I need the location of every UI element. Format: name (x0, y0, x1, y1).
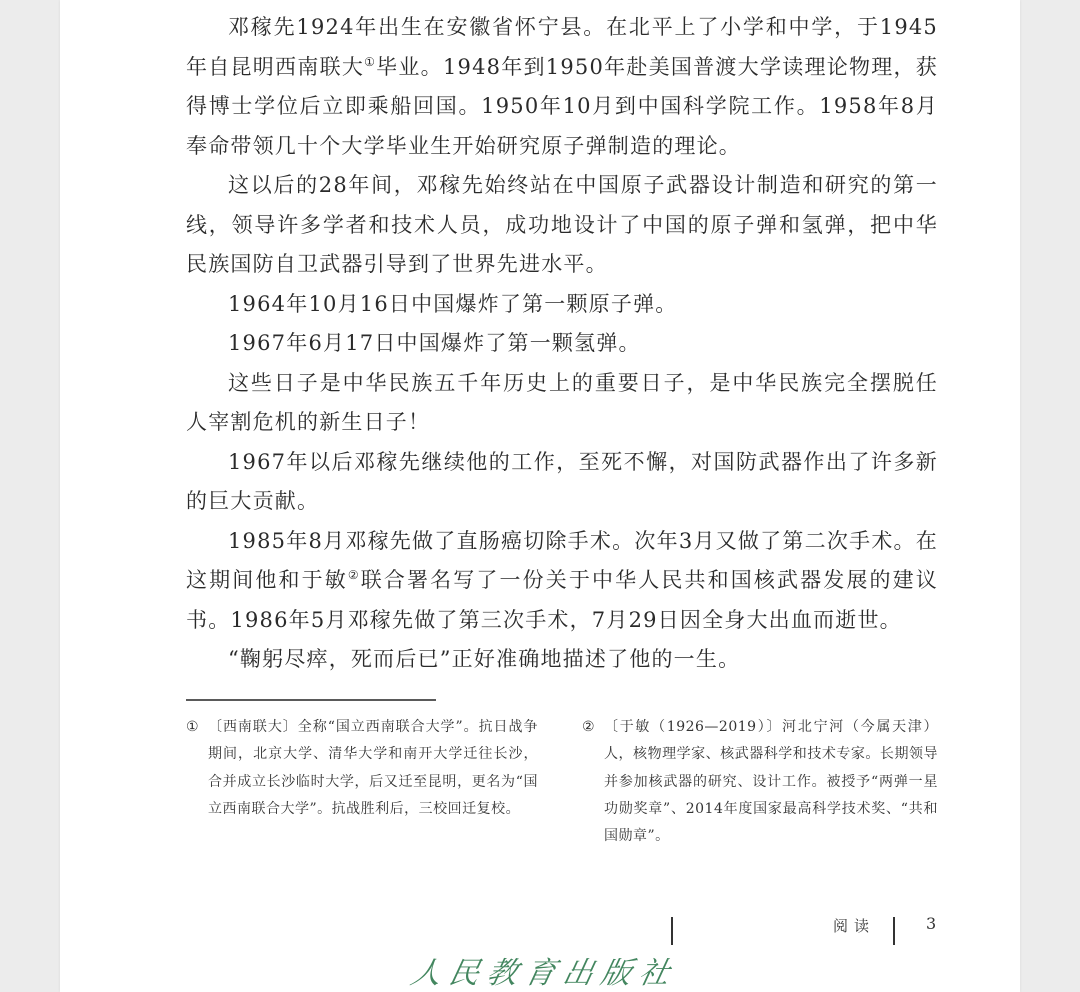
footnote-2 (582, 714, 938, 850)
paragraph: 1964年10月16日中国爆炸了第一颗原子弹。 (228, 291, 678, 316)
footnote-1 (186, 714, 538, 823)
footer-separator (893, 917, 895, 945)
paragraph: 这些日子是中华民族五千年历史上的重要日子，是中华民族完全摆脱任人宰割危机的新生日子！ (186, 370, 938, 434)
footnote-number: ② (582, 719, 596, 735)
paragraph: 1967年以后邓稼先继续他的工作，至死不懈，对国防武器作出了许多新的巨大贡献。 (186, 449, 938, 513)
paragraph (186, 8, 938, 166)
footnote-text: 〔西南联大〕全称“国立西南联合大学”。抗日战争期间，北京大学、清华大学和南开大学迁往长沙，合并成立长沙临时大学，后又迁至昆明，更名为“国立西南联合大学”。抗战胜利后，三校回迁复校。 (208, 719, 538, 817)
footer-separator (671, 917, 673, 945)
paragraph: 这以后的28年间，邓稼先始终站在中国原子武器设计制造和研究的第一线，领导许多学者和技术人员，成功地设计了中国的原子弹和氢弹，把中华民族国防自卫武器引导到了世界先进水平。 (186, 173, 938, 276)
paragraph-text: 1985年8月邓稼先做了直肠癌切除手术。次年3月又做了第二次手术。在这期间他和于敏 (186, 528, 938, 592)
footer-section-name: 阅读 (833, 917, 876, 935)
paragraph: 1967年6月17日中国爆炸了第一颗氢弹。 (228, 331, 641, 355)
paragraph-text: 毕业。1948年到1950年赴美国普渡大学读理论物理，获得博士学位后立即乘船回国。1950年10月到中国科学院工作。1958年8月奉命带领几十个大学毕业生开始研究原子弹制造的理论。 (186, 54, 938, 158)
paragraph (186, 522, 938, 641)
paragraph: “鞠躬尽瘁，死而后已”正好准确地描述了他的一生。 (228, 647, 741, 671)
footnote-text: 〔于敏（1926—2019）〕河北宁河（今属天津）人，核物理学家、核武器科学和技术专家。长期领导并参加核武器的研究、设计工作。被授予“两弹一星功勋奖章”、2014年度国家最高科学技术奖、“共和国勋章”。 (604, 719, 938, 845)
footnote-marker-2[interactable]: ② (347, 568, 361, 582)
footnote-marker-1[interactable]: ① (364, 54, 377, 69)
paragraph-text: 联合署名写了一份关于中华人民共和国核武器发展的建议书。1986年5月邓稼先做了第三次手术，7月29日因全身大出血而逝世。 (186, 568, 938, 632)
paragraph-text: 邓稼先1924年出生在安徽省怀宁县。在北平上了小学和中学，于1945年自昆明西南联大 (186, 15, 938, 79)
footnote-divider (186, 699, 436, 701)
footnote-number: ① (186, 719, 200, 735)
page-number: 3 (926, 914, 937, 933)
publisher-watermark: 人民教育出版社 (407, 956, 681, 991)
article-body (186, 8, 938, 680)
